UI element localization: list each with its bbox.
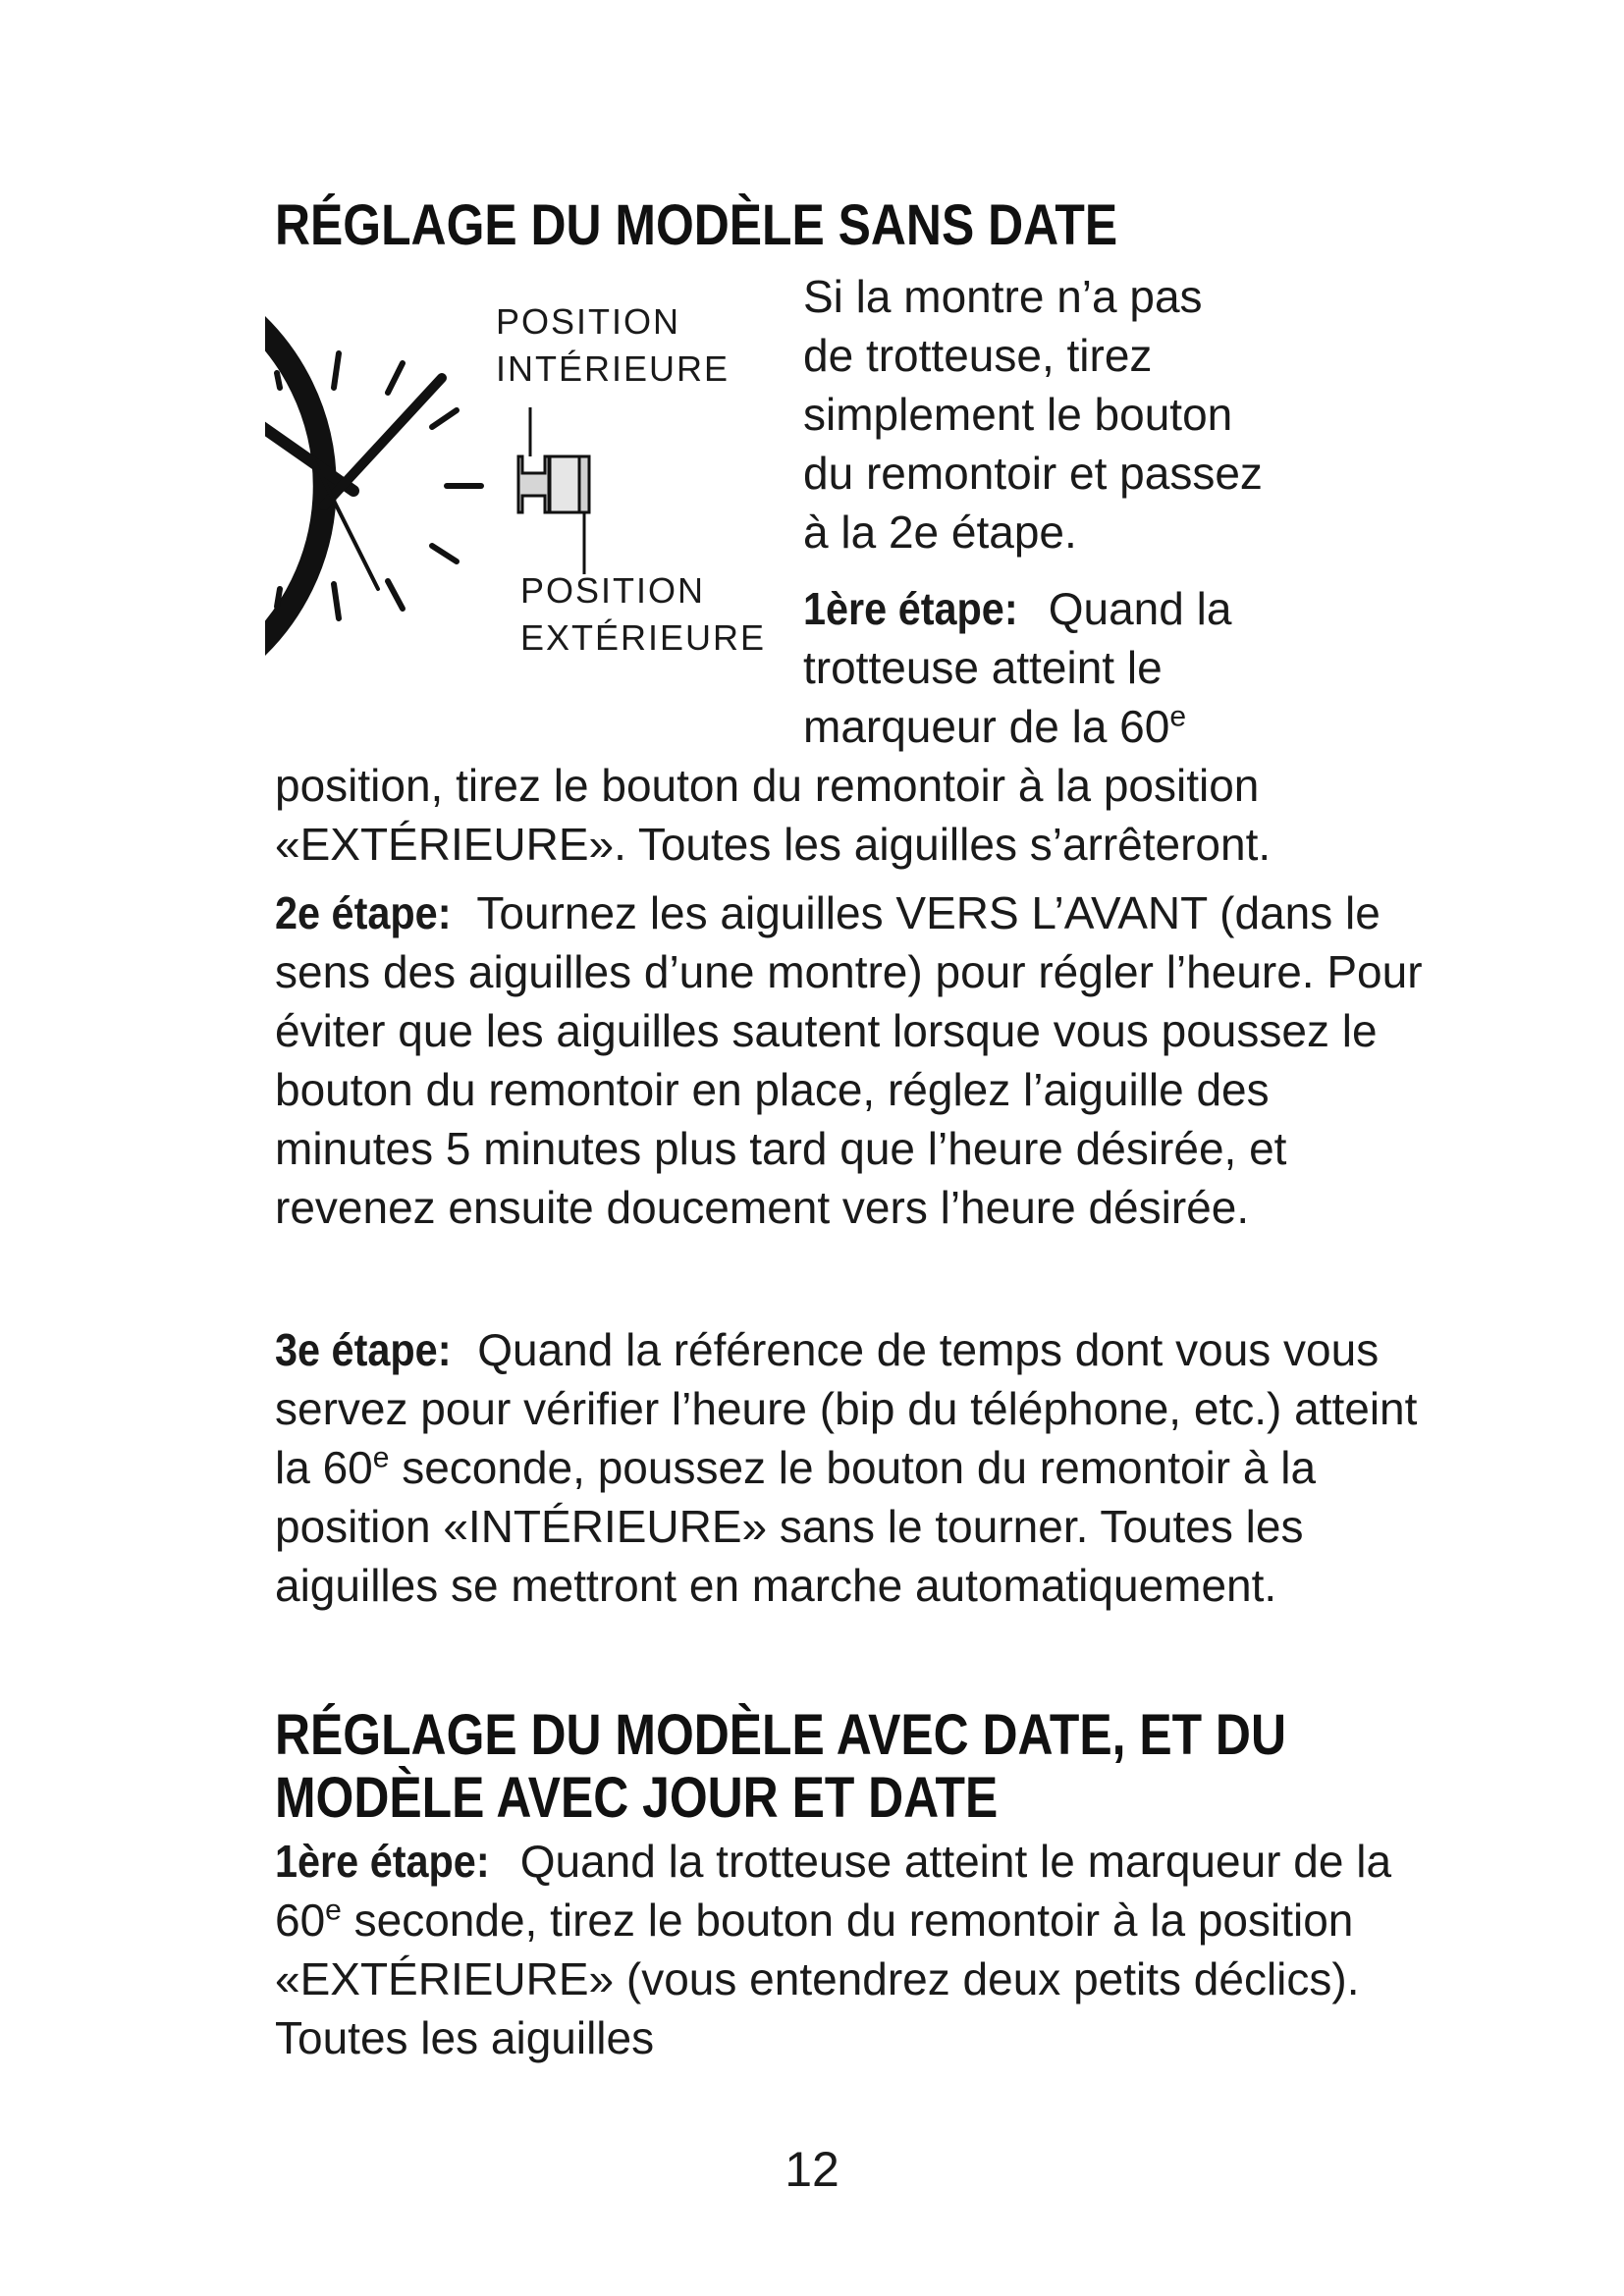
intro-paragraph <box>803 267 1353 561</box>
step1-paragraph-rest: position, tirez le bouton du remontoir à la position «EXTÉRIEURE». Toutes les aiguilles s’arrêteront. <box>275 760 1272 870</box>
intro-line: à la 2e étape. <box>803 507 1077 558</box>
section-title-no-date: RÉGLAGE DU MODÈLE SANS DATE <box>275 193 1118 257</box>
step3-text-a: Quand la référence de temps dont vous vous servez pour vérifier l’heure (bip du téléphone, etc.) atteint la 60 <box>275 1324 1418 1493</box>
intro-line: Si la montre n’a pas <box>803 271 1203 322</box>
step1-superscript: e <box>1169 700 1187 733</box>
section2-step1-text-a: Quand la trotteuse atteint le marqueur de la 60 <box>275 1836 1392 1946</box>
intro-line: de trotteuse, tirez <box>803 330 1153 381</box>
page-number: 12 <box>785 2142 839 2197</box>
intro-line: du remontoir et passez <box>803 448 1263 499</box>
step2-label: 2e étape: <box>275 887 452 938</box>
section-title-with-date-line1: RÉGLAGE DU MODÈLE AVEC DATE, ET DU <box>275 1703 1286 1767</box>
crown <box>518 407 589 574</box>
step1-label: 1ère étape: <box>803 583 1018 634</box>
step1-line3: marqueur de la 60 <box>803 701 1170 752</box>
section2-step1-text-b: seconde, tirez le bouton du remontoir à la position «EXTÉRIEURE» (vous entendrez deux petits déclics). Toutes les aiguilles <box>275 1895 1360 2063</box>
step3-text-b: seconde, poussez le bouton du remontoir à la position «INTÉRIEURE» sans le tourner. Toutes les aiguilles se mettront en marche automatiquement. <box>275 1442 1317 1611</box>
intro-line: simplement le bouton <box>803 389 1233 440</box>
section2-step1-superscript: e <box>325 1894 342 1927</box>
minute-hand <box>324 378 442 506</box>
section-title-with-date-line2: MODÈLE AVEC JOUR ET DATE <box>275 1766 999 1830</box>
label-inner-position-2: INTÉRIEURE <box>496 348 731 389</box>
step1-line2: trotteuse atteint le <box>803 642 1163 693</box>
label-outer-position-1: POSITION <box>520 570 706 611</box>
step2-text: Tournez les aiguilles VERS L’AVANT (dans le sens des aiguilles d’une montre) pour régler l’heure. Pour éviter que les aiguilles sautent lorsque vous poussez le bouton du remontoir en place, réglez l’aiguille des minutes 5 minutes plus tard que l’heure désirée, et revenez ensuite doucement vers l’heure désirée. <box>275 887 1423 1233</box>
step1-paragraph-top <box>803 579 1353 756</box>
step3-superscript: e <box>372 1441 390 1474</box>
step3-paragraph <box>275 1320 1434 1615</box>
step2-paragraph <box>275 883 1434 1237</box>
step1-line1: Quand la <box>1035 583 1232 634</box>
label-outer-position-2: EXTÉRIEURE <box>520 617 767 658</box>
section2-step1-paragraph <box>275 1832 1434 2067</box>
label-inner-position-1: POSITION <box>496 301 681 342</box>
step3-label: 3e étape: <box>275 1324 452 1375</box>
section2-step1-label: 1ère étape: <box>275 1836 490 1887</box>
